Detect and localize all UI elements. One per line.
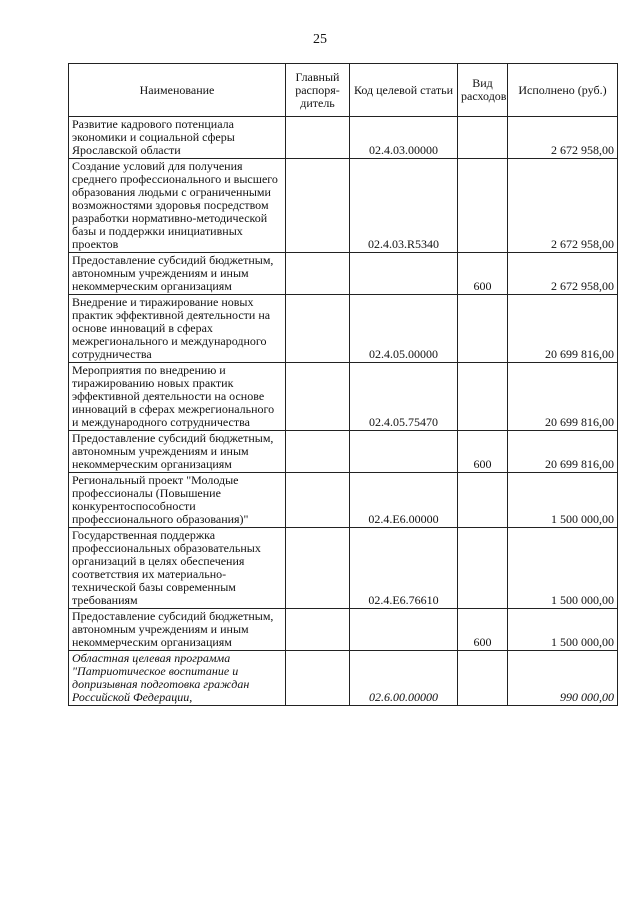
budget-execution-table bbox=[68, 63, 618, 706]
row-amount: 1 500 000,00 bbox=[508, 609, 618, 651]
row-amount: 2 672 958,00 bbox=[508, 117, 618, 159]
row-code bbox=[350, 609, 458, 651]
row-amount: 990 000,00 bbox=[508, 651, 618, 706]
row-admin bbox=[286, 117, 350, 159]
table-row bbox=[69, 528, 618, 609]
table-row bbox=[69, 117, 618, 159]
row-amount: 20 699 816,00 bbox=[508, 295, 618, 363]
row-name: Развитие кадрового потенциала экономики и социальной сферы Ярославской области bbox=[69, 117, 286, 159]
row-type bbox=[458, 363, 508, 431]
row-name: Внедрение и тиражирование новых практик эффективной деятельности на основе инноваций в сферах межрегионального и международного сотрудничества bbox=[69, 295, 286, 363]
table-row bbox=[69, 651, 618, 706]
row-amount: 2 672 958,00 bbox=[508, 159, 618, 253]
row-name: Предоставление субсидий бюджетным, автономным учреждениям и иным некоммерческим организациям bbox=[69, 431, 286, 473]
row-type: 600 bbox=[458, 609, 508, 651]
row-admin bbox=[286, 431, 350, 473]
row-admin bbox=[286, 363, 350, 431]
row-name: Создание условий для получения среднего профессионального и высшего образования людьми с ограниченными возможностями здоровья посредством разработки нормативно-методической базы и поддержки инициативных проектов bbox=[69, 159, 286, 253]
row-name: Государственная поддержка профессиональных образовательных организаций в целях обеспечения соответствия их материально-технической базы современным требованиям bbox=[69, 528, 286, 609]
row-code: 02.4.03.00000 bbox=[350, 117, 458, 159]
row-name: Предоставление субсидий бюджетным, автономным учреждениям и иным некоммерческим организациям bbox=[69, 609, 286, 651]
row-type bbox=[458, 295, 508, 363]
header-amount: Исполнено (руб.) bbox=[508, 64, 618, 117]
row-code: 02.4.05.00000 bbox=[350, 295, 458, 363]
header-code: Код целевой статьи bbox=[350, 64, 458, 117]
row-code bbox=[350, 253, 458, 295]
row-admin bbox=[286, 473, 350, 528]
row-amount: 2 672 958,00 bbox=[508, 253, 618, 295]
header-name: Наименование bbox=[69, 64, 286, 117]
row-amount: 1 500 000,00 bbox=[508, 473, 618, 528]
row-name: Мероприятия по внедрению и тиражированию новых практик эффективной деятельности на основе инноваций в сферах межрегионального и международного сотрудничества bbox=[69, 363, 286, 431]
table-row bbox=[69, 431, 618, 473]
table-row bbox=[69, 609, 618, 651]
row-name: Предоставление субсидий бюджетным, автономным учреждениям и иным некоммерческим организациям bbox=[69, 253, 286, 295]
row-type bbox=[458, 651, 508, 706]
row-admin bbox=[286, 528, 350, 609]
row-type bbox=[458, 473, 508, 528]
row-type: 600 bbox=[458, 431, 508, 473]
row-code: 02.4.05.75470 bbox=[350, 363, 458, 431]
table-row bbox=[69, 363, 618, 431]
row-type bbox=[458, 117, 508, 159]
row-name: Областная целевая программа "Патриотическое воспитание и допризывная подготовка граждан Российской Федерации, bbox=[69, 651, 286, 706]
row-amount: 20 699 816,00 bbox=[508, 431, 618, 473]
row-admin bbox=[286, 295, 350, 363]
table-row bbox=[69, 159, 618, 253]
row-code: 02.4.03.R5340 bbox=[350, 159, 458, 253]
page-number: 25 bbox=[313, 32, 327, 47]
row-code: 02.4.E6.00000 bbox=[350, 473, 458, 528]
row-admin bbox=[286, 609, 350, 651]
header-admin: Главный распоря-дитель bbox=[286, 64, 350, 117]
table-header-row bbox=[69, 64, 618, 117]
row-admin bbox=[286, 253, 350, 295]
table-row bbox=[69, 295, 618, 363]
row-code: 02.6.00.00000 bbox=[350, 651, 458, 706]
row-admin bbox=[286, 651, 350, 706]
table-row bbox=[69, 253, 618, 295]
header-type: Вид расходов bbox=[458, 64, 508, 117]
row-admin bbox=[286, 159, 350, 253]
row-type bbox=[458, 528, 508, 609]
row-type: 600 bbox=[458, 253, 508, 295]
row-amount: 1 500 000,00 bbox=[508, 528, 618, 609]
row-type bbox=[458, 159, 508, 253]
table-row bbox=[69, 473, 618, 528]
row-name: Региональный проект "Молодые профессионалы (Повышение конкурентоспособности профессионального образования)" bbox=[69, 473, 286, 528]
row-code: 02.4.E6.76610 bbox=[350, 528, 458, 609]
row-amount: 20 699 816,00 bbox=[508, 363, 618, 431]
row-code bbox=[350, 431, 458, 473]
